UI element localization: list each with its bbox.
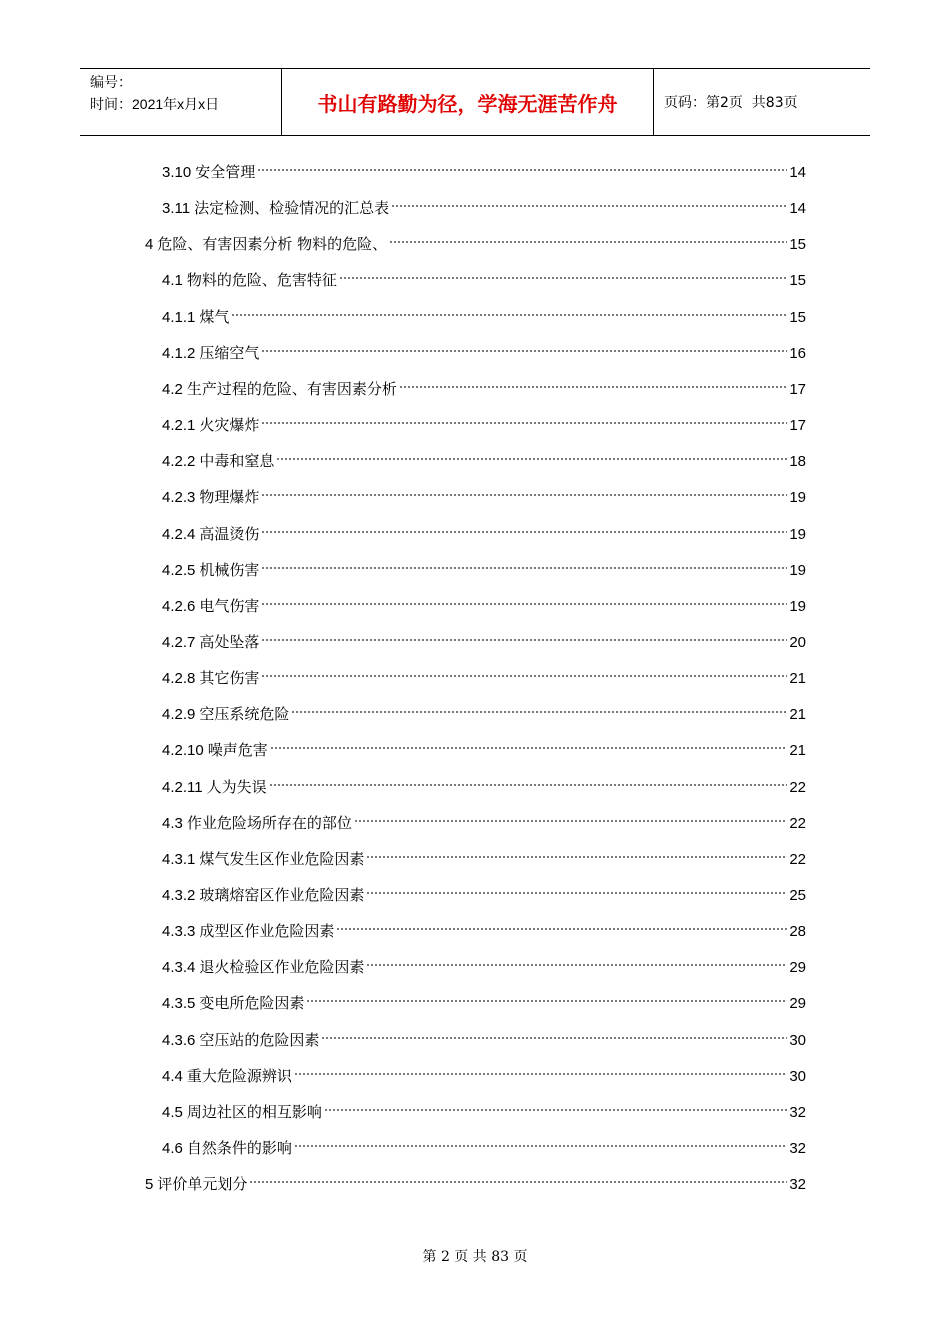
toc-entry[interactable] (162, 1093, 806, 1121)
toc-dot-leader (366, 948, 787, 972)
toc-entry[interactable] (162, 551, 806, 579)
toc-entry-page: 15 (789, 308, 806, 326)
toc-entry-page: 19 (789, 489, 806, 507)
toc-entry-page: 16 (789, 344, 806, 362)
toc-entry-page: 15 (789, 272, 806, 290)
toc-entry-number: 4.2.7 (162, 633, 196, 651)
toc-entry-number: 4.5 (162, 1103, 183, 1121)
toc-entry-page: 32 (789, 1176, 806, 1194)
toc-entry-page: 22 (789, 814, 806, 832)
toc-dot-leader (389, 225, 787, 249)
toc-entry-title: 空压站的危险因素 (199, 1030, 320, 1049)
toc-entry-number: 4.3.5 (162, 995, 196, 1013)
document-number-label: 编号： (90, 74, 132, 90)
toc-entry[interactable] (162, 695, 806, 724)
toc-entry-page: 17 (789, 380, 806, 398)
toc-entry-title: 物理爆炸 (199, 488, 260, 507)
toc-entry-title: 噪声危害 (207, 741, 268, 760)
toc-entry[interactable] (145, 1165, 806, 1194)
toc-entry-number: 4.3.6 (162, 1031, 196, 1049)
toc-entry-page: 25 (789, 887, 806, 904)
toc-entry-title: 火灾爆炸 (199, 416, 260, 435)
toc-dot-leader (336, 912, 787, 936)
toc-entry[interactable] (162, 1057, 806, 1085)
toc-entry-number: 4.3.2 (162, 887, 196, 904)
toc-dot-leader (291, 695, 787, 719)
toc-entry-page: 17 (789, 417, 806, 435)
page-footer: 第 2 页 共 83 页 (422, 1249, 528, 1265)
toc-entry[interactable] (162, 623, 806, 651)
toc-entry[interactable] (162, 984, 806, 1013)
toc-entry-page: 32 (789, 1140, 806, 1158)
toc-dot-leader (270, 731, 788, 755)
toc-entry-page: 21 (789, 742, 806, 760)
toc-entry-page: 22 (789, 850, 806, 868)
toc-entry[interactable] (162, 876, 806, 904)
toc-dot-leader (366, 876, 787, 900)
toc-entry[interactable] (162, 442, 806, 471)
toc-entry-title: 压缩空气 (199, 343, 260, 362)
toc-dot-leader (261, 334, 787, 358)
toc-entry[interactable] (162, 406, 806, 435)
toc-entry-title: 变电所危险因素 (199, 994, 305, 1013)
toc-entry-page: 14 (789, 164, 806, 181)
toc-entry[interactable] (162, 659, 806, 688)
toc-entry-page: 20 (789, 633, 806, 651)
toc-entry-page: 21 (789, 670, 806, 688)
toc-entry-number: 4.2.1 (162, 417, 196, 435)
toc-entry-title: 安全管理 (195, 163, 256, 181)
toc-entry-page: 19 (789, 525, 806, 543)
toc-dot-leader (366, 840, 787, 864)
toc-entry-page: 30 (789, 1031, 806, 1049)
toc-entry-number: 4.2 (162, 380, 183, 398)
toc-entry-number: 4.2.2 (162, 453, 196, 471)
toc-entry-number: 3.10 (162, 164, 192, 181)
toc-entry-page: 32 (789, 1103, 806, 1121)
toc-dot-leader (321, 1021, 787, 1045)
toc-dot-leader (306, 984, 787, 1008)
toc-entry-title: 物料的危险、危害特征 (186, 271, 337, 290)
toc-entry-title: 玻璃熔窑区作业危险因素 (199, 886, 365, 904)
toc-entry-page: 21 (789, 706, 806, 724)
toc-dot-leader (261, 515, 787, 539)
toc-entry-number: 4.4 (162, 1067, 183, 1085)
toc-entry-number: 4.3.1 (162, 850, 196, 868)
header-meta (80, 69, 282, 135)
toc-entry[interactable] (162, 1129, 806, 1158)
toc-dot-leader (261, 478, 787, 502)
toc-entry-title: 自然条件的影响 (186, 1139, 292, 1158)
toc-entry-title: 人为失误 (206, 777, 267, 796)
toc-entry[interactable] (162, 515, 806, 543)
toc-entry-title: 法定检测、检验情况的汇总表 (194, 199, 390, 218)
toc-dot-leader (391, 189, 787, 213)
page-header (80, 68, 870, 136)
toc-entry[interactable] (162, 731, 806, 760)
toc-entry-page: 19 (789, 561, 806, 579)
toc-entry-title: 危险、有害因素分析 物料的危险、 (157, 235, 388, 254)
toc-entry-page: 14 (789, 200, 806, 218)
toc-entry-title: 周边社区的相互影响 (186, 1102, 322, 1121)
toc-dot-leader (339, 261, 787, 285)
toc-entry-title: 煤气 (199, 307, 230, 326)
toc-entry-number: 4.2.6 (162, 597, 196, 615)
toc-entry-title: 成型区作业危险因素 (199, 922, 335, 941)
toc-entry-number: 4.3.4 (162, 959, 196, 977)
toc-entry-number: 4.3.3 (162, 923, 196, 941)
toc-dot-leader (294, 1129, 787, 1153)
toc-entry-number: 4 (145, 236, 154, 254)
toc-entry-number: 4.2.4 (162, 525, 196, 543)
toc-entry[interactable] (162, 298, 806, 326)
toc-entry-page: 29 (789, 959, 806, 977)
toc-entry-number: 4.2.8 (162, 670, 196, 688)
toc-entry-title: 空压系统危险 (199, 705, 290, 724)
toc-dot-leader (324, 1093, 787, 1117)
toc-entry-number: 4.2.11 (162, 778, 203, 796)
toc-entry-page: 29 (789, 995, 806, 1013)
toc-entry-title: 机械伤害 (199, 560, 260, 579)
toc-entry-number: 4.6 (162, 1140, 183, 1158)
toc-entry-page: 18 (789, 453, 806, 471)
toc-entry[interactable] (162, 153, 806, 181)
toc-dot-leader (257, 153, 787, 177)
toc-entry[interactable] (162, 768, 806, 796)
toc-entry-title: 高处坠落 (199, 632, 260, 651)
toc-entry-number: 4.2.10 (162, 742, 204, 760)
toc-entry-title: 退火检验区作业危险因素 (199, 958, 365, 977)
toc-dot-leader (261, 623, 787, 647)
toc-dot-leader (294, 1057, 787, 1081)
toc-entry[interactable] (162, 478, 806, 507)
toc-entry[interactable] (162, 804, 806, 832)
toc-entry-title: 中毒和窒息 (199, 452, 275, 471)
toc-entry[interactable] (145, 225, 806, 254)
toc-entry-title: 评价单元划分 (157, 1175, 248, 1194)
toc-entry-page: 30 (789, 1067, 806, 1085)
toc-entry-number: 4.1.2 (162, 344, 196, 362)
toc-dot-leader (231, 298, 787, 322)
toc-entry-number: 4.2.9 (162, 706, 196, 724)
toc-dot-leader (399, 370, 787, 394)
toc-entry-number: 4.1 (162, 272, 183, 290)
toc-dot-leader (261, 659, 787, 683)
toc-entry[interactable] (162, 948, 806, 977)
toc-entry-title: 电气伤害 (199, 596, 260, 615)
toc-entry[interactable] (162, 370, 806, 398)
toc-entry-page: 15 (789, 236, 806, 254)
toc-entry-number: 5 (145, 1176, 154, 1194)
toc-entry-title: 高温烫伤 (199, 524, 260, 543)
toc-entry[interactable] (162, 189, 806, 218)
toc-dot-leader (261, 406, 787, 430)
toc-entry-number: 4.2.5 (162, 561, 196, 579)
toc-entry[interactable] (162, 1021, 806, 1049)
toc-entry-number: 4.3 (162, 814, 183, 832)
toc-entry[interactable] (162, 334, 806, 362)
toc-dot-leader (354, 804, 787, 828)
toc-entry-page: 19 (789, 597, 806, 615)
toc-entry[interactable] (162, 840, 806, 868)
toc-entry-title: 煤气发生区作业危险因素 (199, 849, 365, 868)
header-page-info: 页码：第2页 共83页 (664, 95, 798, 111)
toc-entry-page: 22 (789, 778, 806, 796)
header-motto: 书山有路勤为径，学海无涯苦作舟 (282, 69, 654, 135)
toc-entry[interactable] (162, 261, 806, 290)
toc-entry-number: 4.2.3 (162, 489, 196, 507)
toc-entry-title: 作业危险场所存在的部位 (186, 813, 352, 832)
toc-dot-leader (269, 768, 788, 792)
toc-entry-number: 3.11 (162, 200, 191, 218)
toc-dot-leader (276, 442, 787, 466)
toc-dot-leader (249, 1165, 787, 1189)
toc-entry-title: 重大危险源辨识 (186, 1066, 292, 1085)
toc-entry-title: 其它伤害 (199, 669, 260, 688)
document-date: 时间：2021年x月x日 (90, 96, 220, 112)
toc-entry-number: 4.1.1 (162, 308, 196, 326)
toc-dot-leader (261, 551, 787, 575)
toc-entry[interactable] (162, 587, 806, 615)
toc-entry-title: 生产过程的危险、有害因素分析 (186, 379, 397, 398)
toc-dot-leader (261, 587, 787, 611)
toc-entry[interactable] (162, 912, 806, 941)
toc-entry-page: 28 (789, 923, 806, 941)
